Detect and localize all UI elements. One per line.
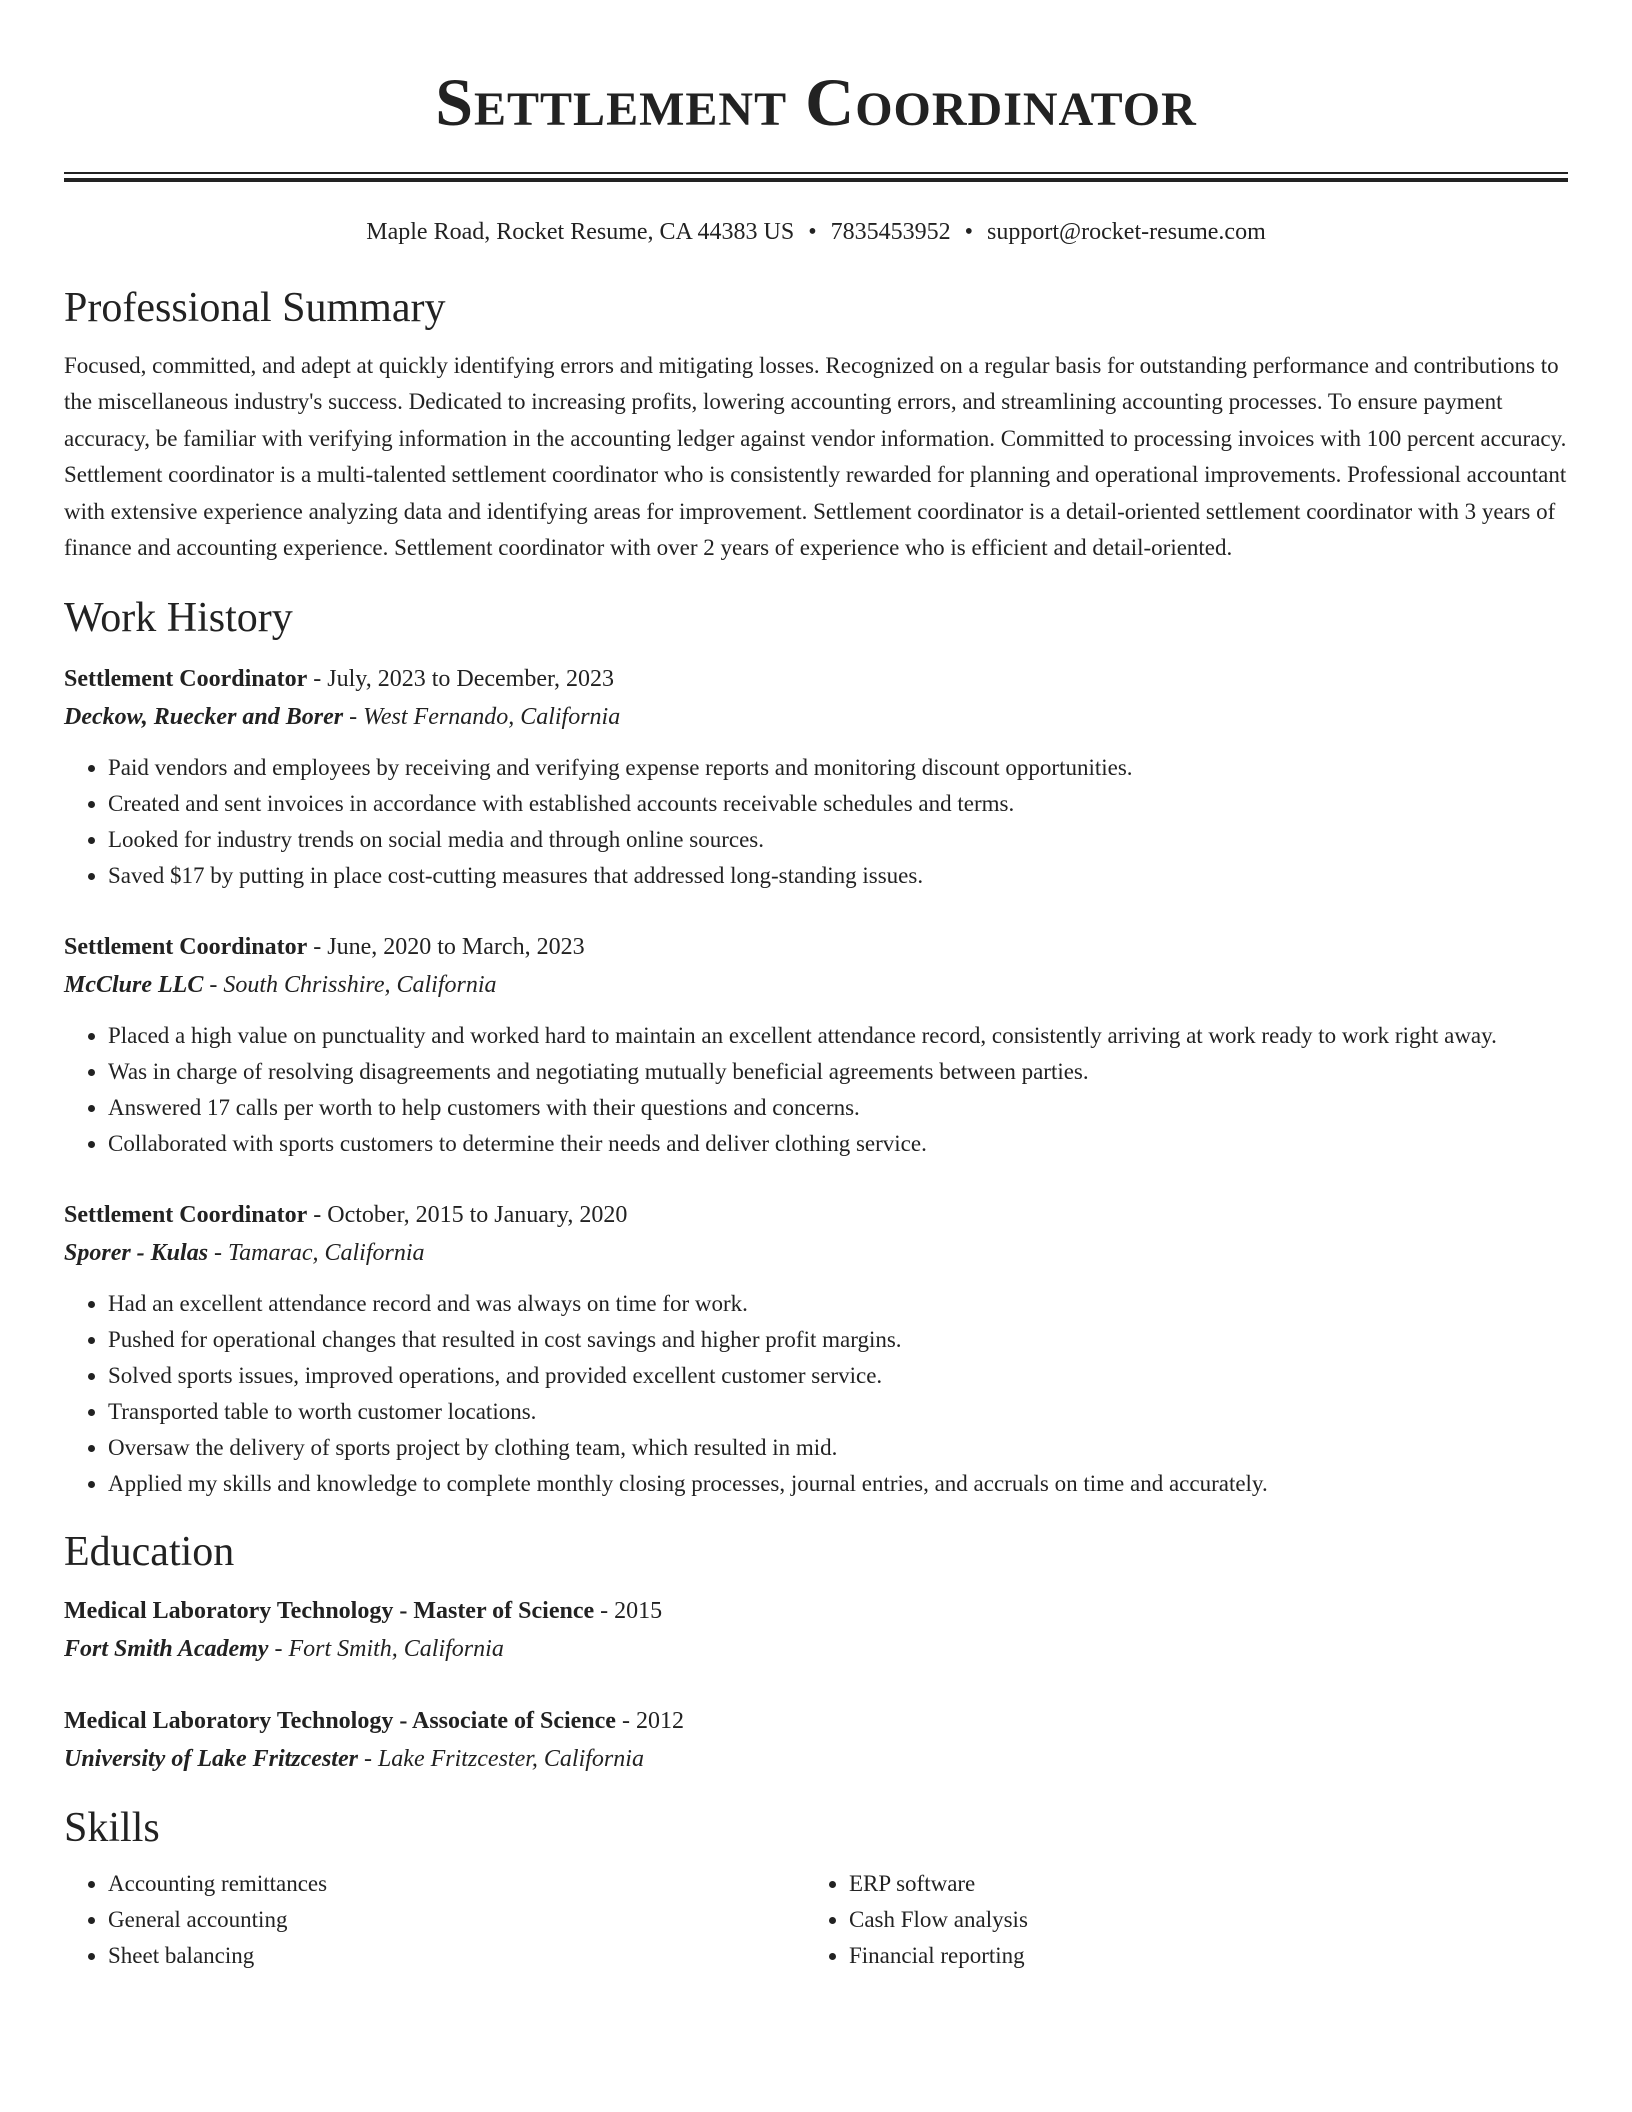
- education-entry: [64, 1702, 1568, 1778]
- job-position: Settlement Coordinator: [64, 934, 308, 961]
- job-dates: - June, 2020 to March, 2023: [307, 934, 585, 961]
- job-company: Deckow, Ruecker and Borer: [64, 704, 344, 731]
- contact-separator: •: [964, 219, 974, 245]
- contact-address: Maple Road, Rocket Resume, CA 44383 US: [366, 219, 795, 245]
- summary-text: Focused, committed, and adept at quickly identifying errors and mitigating losses. Recognized on a regular basis for outstanding performance and contributions to the miscellaneous industry's success. Dedicated to increasing profits, lowering accounting errors, and streamlining accounting processes. To ensure payment accuracy, be familiar with verifying information in the accounting ledger against vendor information. Committed to processing invoices with 100 percent accuracy. Settlement coordinator is a multi-talented settlement coordinator who is consistently rewarded for planning and operational improvements. Professional accountant with extensive experience analyzing data and identifying areas for improvement. Settlement coordinator is a detail-oriented settlement coordinator with 3 years of finance and accounting experience. Settlement coordinator with over 2 years of experience who is efficient and detail-oriented.: [64, 353, 1567, 561]
- skill-item: • Accounting remittances: [108, 1866, 805, 1902]
- education-school-line: [64, 1630, 1568, 1668]
- education-school: Fort Smith Academy: [64, 1636, 269, 1663]
- job-entry: [64, 660, 1568, 894]
- skill-item: • Sheet balancing: [108, 1938, 805, 1974]
- skill-item: • General accounting: [108, 1902, 805, 1938]
- education-school: University of Lake Fritzcester: [64, 1746, 358, 1773]
- job-bullet: • Looked for industry trends on social media and through online sources.: [108, 822, 1568, 858]
- contact-separator: •: [808, 219, 817, 245]
- job-dates: - July, 2023 to December, 2023: [307, 666, 615, 693]
- education-degree-line: [64, 1592, 1568, 1630]
- education-entry: [64, 1592, 1568, 1668]
- contact-phone: 7835453952: [830, 219, 951, 245]
- job-title-line: [64, 1196, 1568, 1234]
- job-bullet: • Answered 17 calls per worth to help customers with their questions and concerns.: [108, 1090, 1568, 1126]
- education-year: - 2012: [615, 1708, 684, 1735]
- job-bullet-list: [64, 750, 1568, 894]
- job-bullet: • Saved $17 by putting in place cost-cutting measures that addressed long-standing issues.: [108, 858, 1568, 894]
- job-position: Settlement Coordinator: [64, 666, 308, 693]
- job-company: Sporer - Kulas: [64, 1240, 209, 1267]
- resume-name: Settlement Coordinator: [435, 64, 1197, 140]
- job-bullet: • Solved sports issues, improved operations, and provided excellent customer service.: [108, 1358, 1568, 1394]
- job-bullet: • Transported table to worth customer locations.: [108, 1394, 1568, 1430]
- contact-line: [64, 216, 1568, 248]
- education-degree: Medical Laboratory Technology - Master of Science: [64, 1598, 595, 1625]
- skills-grid: [64, 1866, 1568, 1974]
- skills-list-left: [64, 1866, 805, 1974]
- education-location: - Fort Smith, California: [268, 1636, 504, 1663]
- job-bullet: • Applied my skills and knowledge to complete monthly closing processes, journal entries, and accruals on time and accurately.: [108, 1466, 1568, 1502]
- education-heading: Education: [64, 1529, 235, 1576]
- job-title-line: [64, 928, 1568, 966]
- job-entry: [64, 1196, 1568, 1502]
- job-location: - South Chrisshire, California: [203, 972, 497, 999]
- job-company-line: [64, 698, 1568, 736]
- job-bullet: • Was in charge of resolving disagreements and negotiating mutually beneficial agreements between parties.: [108, 1054, 1568, 1090]
- job-title-line: [64, 660, 1568, 698]
- job-bullet: • Paid vendors and employees by receiving and verifying expense reports and monitoring discount opportunities.: [108, 750, 1568, 786]
- job-dates: - October, 2015 to January, 2020: [307, 1202, 628, 1229]
- job-location: - Tamarac, California: [208, 1240, 425, 1267]
- job-bullet: • Collaborated with sports customers to determine their needs and deliver clothing service.: [108, 1126, 1568, 1162]
- job-location: - West Fernando, California: [343, 704, 621, 731]
- job-company-line: [64, 1234, 1568, 1272]
- job-position: Settlement Coordinator: [64, 1202, 308, 1229]
- header-divider: [64, 172, 1568, 182]
- summary-heading: Professional Summary: [64, 285, 446, 331]
- work-history-heading: Work History: [64, 595, 293, 642]
- skill-item: • Cash Flow analysis: [849, 1902, 1546, 1938]
- education-location: - Lake Fritzcester, California: [357, 1746, 644, 1773]
- skills-list-right: [805, 1866, 1546, 1974]
- job-bullet: • Oversaw the delivery of sports project by clothing team, which resulted in mid.: [108, 1430, 1568, 1466]
- education-school-line: [64, 1740, 1568, 1778]
- job-bullet: • Had an excellent attendance record and was always on time for work.: [108, 1286, 1568, 1322]
- education-degree: Medical Laboratory Technology - Associate of Science: [64, 1708, 616, 1735]
- skill-item: • ERP software: [849, 1866, 1546, 1902]
- job-company: McClure LLC: [64, 972, 204, 999]
- job-bullet: • Created and sent invoices in accordance with established accounts receivable schedules and terms.: [108, 786, 1568, 822]
- job-entry: [64, 928, 1568, 1162]
- job-bullet-list: [64, 1286, 1568, 1502]
- education-year: - 2015: [594, 1598, 663, 1625]
- job-bullet: • Placed a high value on punctuality and worked hard to maintain an excellent attendance record, consistently arriving at work ready to work right away.: [108, 1018, 1568, 1054]
- education-degree-line: [64, 1702, 1568, 1740]
- job-company-line: [64, 966, 1568, 1004]
- contact-email: support@rocket-resume.com: [987, 219, 1266, 245]
- job-bullet: • Pushed for operational changes that resulted in cost savings and higher profit margins.: [108, 1322, 1568, 1358]
- skills-heading: Skills: [64, 1805, 160, 1852]
- skill-item: • Financial reporting: [849, 1938, 1546, 1974]
- job-bullet-list: [64, 1018, 1568, 1162]
